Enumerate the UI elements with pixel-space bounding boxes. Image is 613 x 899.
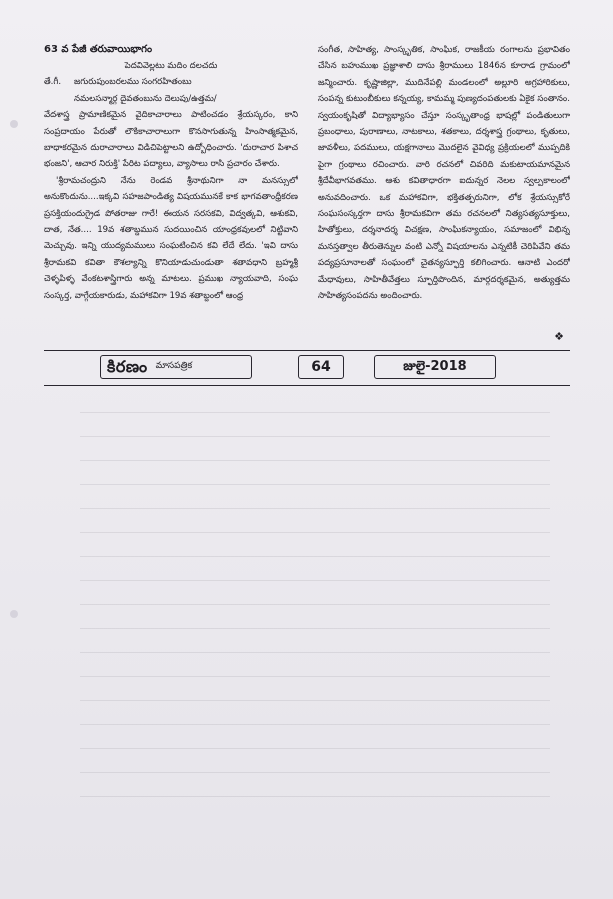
- issue-date: జులై-2018: [374, 355, 496, 379]
- verse-line-1: పెదవివెల్లటు మదిం దలచదు: [124, 61, 218, 71]
- punch-hole-top: [10, 120, 18, 128]
- verse-meter-tag: తే.గీ.: [44, 77, 62, 88]
- left-paragraph-2: 'శ్రీరామచంద్రుని నేను రెండవ శ్రీనాథునిగా నా మనస్సులో అనుకొందును....ఇక్కవి సహజపాండిత్య విషయమునకే కాక భాగవతాంధ్రీకరణ ప్రసక్తియందుగ్రైడ పోతరాజు గారే! ఈయన సరసకవి, విద్వత్కవి, ఆశుకవి, దాత, నేత.... 19వ శతాబ్దమున సుదయించిన యాంధ్రకవులలో నిట్టివాని మెచ్చువు. ఇన్ని యుద్యమములు సంఘటించిన కవి లేదే లేదు. 'ఇవి దాసు శ్రీరామకవి కవితా కౌశల్యాన్ని కొనియాడుచుండుతా శతావధాని బ్రహ్మశ్రీ చెళ్ళపిళ్ళ వేంకటశాస్త్రిగారు అన్న మాటలు. ప్రముఖ న్యాయవాది, సంఘ సంస్కర్త, వాగ్గేయకారుడు, మహాకవిగా 19వ శతాబ్దంలో ఆంధ్ర: [44, 175, 298, 301]
- poem-verse: [44, 58, 298, 107]
- left-column: [44, 42, 298, 344]
- right-paragraph-1: సంగీత, సాహిత్య, సాంస్కృతిక, సాంఘిక, రాజకీయ రంగాలను ప్రభావితం చేసిన బహుముఖ ప్రజ్ఞాశాలి దాసు శ్రీరాములు 1846న కూరాడ గ్రామంలో జన్మించారు. కృష్ణాజిల్లా, ముదినేపల్లి మండలంలో అల్లూరి అగ్రహారికులు, సంపన్న కుటుంబీకులు కన్నయ్య, కామమ్మ పుణ్యదంపతులకు ఏకైక సంతానం. స్వయంకృషితో విద్యాభ్యాసం చేస్తూ సంస్కృతాంధ్ర భాషల్లో పండితులుగా ప్రబంధాలు, పురాణాలు, నాటకాలు, శతకాలు, దర్శశాస్త్ర గ్రంథాలు, కృతులు, జావళీలు, పదములు, యక్షగానాలు మొదలైన వైవిధ్య ప్రక్రియలలో ముప్పదికి పైగా గ్రంథాలు రచించారు. వారి రచనలో చివరిది మకుటాయమానమైన శ్రీదేవీభాగవతము. ఆశు కవితాధారగా ఐదున్నర నెలల స్వల్పకాలంలో అనువదించారు. ఒక మహాకవిగా, భక్తితత్పరునిగా, లోక శ్రేయస్సుకోరే సంఘసంస్కర్తగా దాసు శ్రీరామకవిగా తమ రచనలలో నిత్యసత్యసూక్తులు, హితోక్తులు, దర్శనాదర్శ విచక్షణ, సాంఘికన్యాయం, సమాజంలో విభిన్న మనస్తత్వాల తీరుతెన్నుల వంటి ఎన్నో విషయాలను ఎన్నటికీ చెరిపివేని తమ పద్యప్రసూనాలతో సంఘంలో చైతన్యస్ఫూర్తి కలిగించారు. ఆనాటి ఎందరో మేధావులు, సాహితీవేత్తలు స్ఫూర్తిపొందిన, మార్గదర్శకమైన, అత్యుత్తమ సాహిత్యసంపదను అందించారు.: [318, 45, 570, 302]
- article-body: [44, 42, 570, 344]
- right-column: [318, 42, 570, 344]
- reverse-side-bleed: [80, 400, 550, 820]
- verse-line-2: జగురుపుంబరలము సంగరహితంబు: [74, 77, 192, 88]
- verse-line-3: నమలసన్మార్గ దైవతంబును దెలుపు/ఉత్తమ/: [74, 93, 217, 104]
- page-footer: [44, 350, 570, 386]
- continuation-heading: 63 వ పేజీ తరువాయిభాగం: [44, 44, 153, 55]
- magazine-logo: [100, 355, 252, 379]
- verse-row: [44, 74, 298, 90]
- logo-subtitle: మాసపత్రిక: [155, 361, 193, 371]
- left-paragraph-1: వేదశాస్త్ర ప్రామాణికమైన వైదికాచారాలు పాటించడం శ్రేయస్కరం, కాని సంప్రదాయం పేరుతో లౌకికాచారాలుగా కొనసాగుతున్న హింసాత్మకమైన, బాధాకరమైన దురాచారాలు విడిచిపెట్టాలని ఉద్బోధించారు. 'దురాచార పిశాచ భంజని', ఆచార నిరుక్తి' పేరిట పద్యాలు, వ్యాసాలు రాసి ప్రచారం చేశారు.: [44, 110, 298, 170]
- end-ornament-icon: ❖: [554, 330, 564, 343]
- page-number: 64: [298, 355, 344, 379]
- punch-hole-bottom: [10, 610, 18, 618]
- logo-title: కిరణం: [107, 357, 148, 376]
